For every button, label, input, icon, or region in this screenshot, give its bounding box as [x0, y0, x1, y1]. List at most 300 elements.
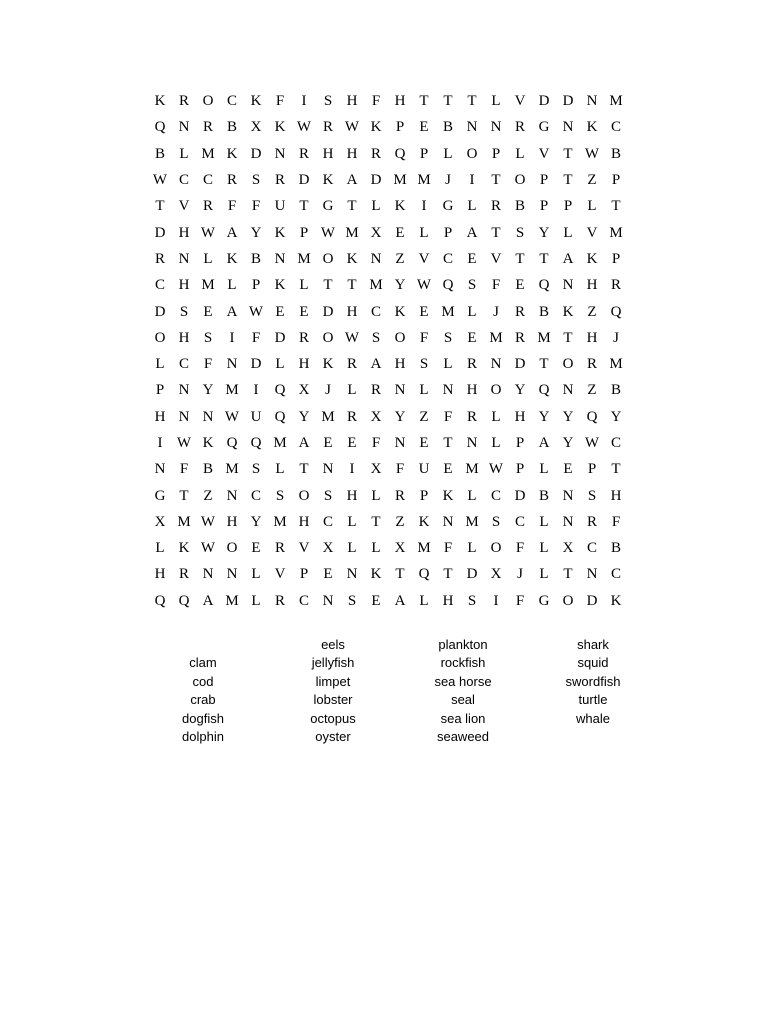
grid-letter: T [563, 566, 573, 583]
grid-letter: J [445, 172, 451, 189]
grid-row [148, 141, 628, 167]
grid-letter: R [586, 513, 597, 530]
grid-letter: T [347, 198, 357, 215]
word-list-item: dolphin [182, 728, 224, 744]
word-list-item: dogfish [182, 710, 224, 726]
grid-letter: P [515, 461, 525, 478]
grid-letter: N [202, 408, 214, 425]
grid-letter: G [442, 198, 454, 215]
grid-letter: S [467, 277, 477, 294]
grid-letter: L [275, 356, 285, 373]
grid-letter: R [346, 408, 357, 425]
grid-letter: M [465, 513, 479, 530]
grid-letter: D [370, 172, 382, 189]
grid-letter: K [226, 250, 238, 267]
grid-letter: R [610, 277, 621, 294]
grid-letter: Z [587, 382, 597, 399]
grid-letter: C [370, 303, 381, 320]
grid-letter: O [154, 329, 166, 346]
grid-letter: S [491, 513, 501, 530]
grid-letter: Y [394, 277, 406, 294]
grid-letter: L [467, 198, 477, 215]
grid-letter: D [562, 93, 574, 110]
grid-letter: P [395, 119, 405, 136]
grid-letter: V [538, 145, 550, 162]
grid-letter: Q [586, 408, 598, 425]
grid-letter: E [467, 250, 477, 267]
grid-letter: B [154, 145, 165, 162]
grid-letter: Z [419, 408, 429, 425]
word-list [138, 636, 658, 746]
grid-letter: Y [250, 513, 262, 530]
grid-letter: D [322, 303, 334, 320]
grid-letter: V [586, 224, 598, 241]
grid-letter: R [346, 356, 357, 373]
grid-letter: K [274, 277, 286, 294]
grid-letter: E [443, 461, 453, 478]
grid-letter: M [537, 329, 551, 346]
grid-letter: P [587, 461, 597, 478]
grid-letter: K [226, 145, 238, 162]
grid-letter: S [275, 487, 285, 504]
grid-letter: N [562, 382, 574, 399]
grid-letter: P [299, 224, 309, 241]
grid-letter: T [323, 277, 333, 294]
grid-letter: Z [587, 303, 597, 320]
grid-letter: R [298, 329, 309, 346]
grid-letter: T [515, 250, 525, 267]
grid-letter: Q [154, 592, 166, 609]
grid-letter: K [442, 487, 454, 504]
word-search-grid [148, 88, 628, 614]
grid-letter: I [157, 435, 163, 451]
grid-letter: A [346, 172, 358, 189]
grid-row [148, 561, 628, 587]
grid-letter: L [371, 198, 381, 215]
grid-letter: Z [203, 487, 213, 504]
grid-letter: R [466, 408, 477, 425]
word-list-column [398, 636, 528, 746]
grid-letter: H [346, 303, 358, 320]
grid-letter: L [539, 461, 549, 478]
grid-letter: S [323, 487, 333, 504]
grid-letter: R [514, 329, 525, 346]
grid-letter: T [491, 224, 501, 241]
grid-letter: B [442, 119, 453, 136]
grid-letter: B [226, 119, 237, 136]
grid-letter: N [226, 487, 238, 504]
grid-letter: W [152, 172, 168, 189]
grid-letter: L [155, 540, 165, 557]
grid-letter: K [154, 93, 166, 110]
word-list-item: plankton [438, 637, 488, 652]
grid-letter: T [443, 566, 453, 583]
grid-letter: R [274, 540, 285, 557]
grid-letter: I [493, 592, 499, 609]
grid-letter: E [347, 435, 357, 451]
word-list-item: seal [451, 692, 475, 708]
word-list-item: sea horse [434, 673, 492, 689]
grid-letter: N [562, 119, 574, 136]
grid-letter: X [370, 461, 382, 478]
grid-letter: U [418, 461, 430, 478]
grid-row [148, 325, 628, 351]
grid-letter: Q [250, 435, 262, 451]
grid-letter: S [419, 356, 429, 373]
grid-letter: Y [298, 408, 310, 425]
grid-letter: S [251, 461, 261, 478]
grid-letter: L [491, 408, 501, 425]
grid-letter: K [394, 303, 406, 320]
grid-row [148, 219, 628, 245]
grid-letter: X [298, 382, 310, 399]
grid-letter: C [298, 592, 309, 609]
grid-letter: N [370, 250, 382, 267]
grid-letter: F [443, 408, 453, 425]
grid-letter: Q [154, 119, 166, 136]
grid-letter: N [394, 382, 406, 399]
grid-letter: T [347, 277, 357, 294]
grid-letter: E [251, 540, 261, 557]
grid-letter: R [370, 145, 381, 162]
grid-letter: L [539, 513, 549, 530]
grid-letter: S [203, 329, 213, 346]
grid-letter: M [201, 277, 215, 294]
grid-letter: U [250, 408, 262, 425]
grid-letter: N [562, 487, 574, 504]
grid-letter: A [562, 250, 574, 267]
grid-letter: N [322, 592, 334, 609]
grid-letter: S [179, 303, 189, 320]
word-list-item: seaweed [436, 728, 490, 744]
grid-letter: N [490, 119, 502, 136]
grid-letter: K [274, 224, 286, 241]
grid-row [148, 430, 628, 456]
grid-letter: M [465, 461, 479, 478]
grid-letter: W [488, 461, 504, 478]
grid-letter: E [275, 303, 285, 320]
grid-letter: H [586, 277, 598, 294]
grid-letter: L [539, 540, 549, 557]
grid-letter: D [250, 145, 262, 162]
grid-letter: L [203, 250, 213, 267]
grid-letter: R [394, 487, 405, 504]
grid-letter: Z [587, 172, 597, 189]
grid-letter: C [322, 513, 333, 530]
grid-letter: V [514, 93, 526, 110]
grid-letter: H [394, 93, 406, 110]
grid-letter: G [538, 119, 550, 136]
grid-letter: D [274, 329, 286, 346]
grid-row [148, 588, 628, 614]
grid-letter: S [371, 329, 381, 346]
grid-letter: P [419, 487, 429, 504]
grid-letter: H [586, 329, 598, 346]
grid-letter: A [370, 356, 382, 373]
grid-letter: C [586, 540, 597, 557]
grid-letter: X [250, 119, 262, 136]
grid-letter: L [491, 435, 501, 451]
grid-letter: Y [514, 382, 526, 399]
word-list-item: swordfish [565, 673, 621, 689]
grid-letter: C [202, 172, 213, 189]
grid-letter: H [346, 145, 358, 162]
grid-letter: P [443, 224, 453, 241]
grid-letter: M [393, 172, 407, 189]
grid-letter: T [467, 93, 477, 110]
grid-letter: P [251, 277, 261, 294]
grid-letter: S [251, 172, 261, 189]
grid-letter: L [371, 540, 381, 557]
grid-letter: B [250, 250, 261, 267]
grid-letter: R [178, 566, 189, 583]
grid-letter: A [394, 592, 406, 609]
grid-letter: N [346, 566, 358, 583]
grid-letter: Q [418, 566, 430, 583]
grid-row [148, 88, 628, 114]
grid-letter: W [344, 119, 360, 136]
grid-letter: P [515, 435, 525, 451]
grid-letter: T [443, 435, 453, 451]
grid-letter: K [586, 119, 598, 136]
grid-letter: N [562, 277, 574, 294]
grid-letter: K [370, 119, 382, 136]
grid-letter: P [539, 198, 549, 215]
grid-letter: A [298, 435, 310, 451]
grid-letter: C [178, 356, 189, 373]
grid-letter: C [610, 119, 621, 136]
grid-letter: T [611, 461, 621, 478]
grid-letter: O [562, 356, 574, 373]
grid-letter: C [514, 513, 525, 530]
grid-row [148, 535, 628, 561]
grid-letter: P [491, 145, 501, 162]
grid-letter: L [515, 145, 525, 162]
grid-letter: F [395, 461, 405, 478]
grid-letter: Q [538, 277, 550, 294]
grid-letter: D [154, 303, 166, 320]
grid-letter: N [274, 145, 286, 162]
grid-letter: W [344, 329, 360, 346]
grid-letter: R [514, 303, 525, 320]
grid-letter: R [514, 119, 525, 136]
grid-letter: K [370, 566, 382, 583]
grid-letter: G [538, 592, 550, 609]
grid-letter: N [202, 566, 214, 583]
grid-letter: L [347, 382, 357, 399]
grid-letter: Y [562, 408, 574, 425]
grid-row [148, 193, 628, 219]
grid-letter: F [275, 93, 285, 110]
grid-letter: A [226, 303, 238, 320]
grid-letter: K [322, 356, 334, 373]
grid-letter: Z [395, 250, 405, 267]
grid-letter: D [466, 566, 478, 583]
grid-letter: K [274, 119, 286, 136]
grid-letter: Q [274, 382, 286, 399]
grid-letter: N [154, 461, 166, 478]
grid-letter: P [419, 145, 429, 162]
grid-letter: R [298, 145, 309, 162]
grid-letter: M [441, 303, 455, 320]
grid-letter: F [443, 540, 453, 557]
grid-row [148, 509, 628, 535]
grid-letter: F [203, 356, 213, 373]
grid-letter: V [274, 566, 286, 583]
grid-letter: N [562, 513, 574, 530]
grid-letter: W [296, 119, 312, 136]
grid-letter: E [203, 303, 213, 320]
grid-letter: D [514, 487, 526, 504]
grid-letter: D [154, 224, 166, 241]
grid-letter: N [586, 566, 598, 583]
grid-letter: H [466, 382, 478, 399]
grid-letter: R [370, 382, 381, 399]
grid-letter: H [394, 356, 406, 373]
grid-letter: B [538, 487, 549, 504]
grid-letter: H [442, 592, 454, 609]
grid-letter: N [178, 119, 190, 136]
word-list-column [138, 636, 268, 746]
grid-letter: M [273, 435, 287, 451]
grid-letter: N [490, 356, 502, 373]
word-list-item: turtle [578, 692, 608, 708]
grid-letter: H [610, 487, 622, 504]
word-list-column [528, 636, 658, 746]
grid-letter: H [226, 513, 238, 530]
grid-letter: N [442, 513, 454, 530]
grid-letter: M [225, 461, 239, 478]
grid-letter: P [563, 198, 573, 215]
grid-letter: X [154, 513, 166, 530]
grid-letter: Y [538, 408, 550, 425]
grid-letter: H [514, 408, 526, 425]
grid-letter: K [586, 250, 598, 267]
grid-letter: N [178, 382, 190, 399]
grid-letter: T [443, 93, 453, 110]
word-list-item: jellyfish [311, 655, 355, 671]
grid-letter: F [611, 513, 621, 530]
grid-letter: X [394, 540, 406, 557]
grid-letter: P [155, 382, 165, 399]
grid-letter: Q [178, 592, 190, 609]
word-list-item: eels [321, 637, 345, 652]
grid-letter: H [154, 566, 166, 583]
grid-letter: F [251, 198, 261, 215]
grid-letter: H [346, 93, 358, 110]
grid-letter: D [250, 356, 262, 373]
grid-letter: N [178, 250, 190, 267]
grid-letter: W [584, 435, 600, 451]
grid-letter: B [202, 461, 213, 478]
grid-letter: M [321, 408, 335, 425]
word-list-item: shark [577, 637, 609, 652]
grid-letter: L [467, 540, 477, 557]
grid-letter: L [155, 356, 165, 373]
grid-letter: R [274, 172, 285, 189]
grid-letter: L [443, 145, 453, 162]
grid-letter: F [515, 592, 525, 609]
grid-letter: E [323, 435, 333, 451]
grid-letter: Y [610, 408, 622, 425]
grid-letter: C [226, 93, 237, 110]
grid-letter: E [467, 329, 477, 346]
grid-letter: P [539, 172, 549, 189]
grid-letter: U [274, 198, 286, 215]
grid-letter: N [322, 461, 334, 478]
grid-letter: R [490, 198, 501, 215]
grid-letter: T [179, 487, 189, 504]
grid-letter: K [418, 513, 430, 530]
grid-letter: B [514, 198, 525, 215]
word-list-item: whale [576, 710, 610, 726]
grid-letter: T [563, 145, 573, 162]
grid-letter: T [155, 198, 165, 215]
grid-letter: W [200, 540, 216, 557]
grid-letter: M [417, 540, 431, 557]
grid-letter: T [491, 172, 501, 189]
grid-letter: M [417, 172, 431, 189]
grid-letter: R [226, 172, 237, 189]
grid-letter: O [562, 592, 574, 609]
grid-letter: Q [226, 435, 238, 451]
grid-letter: Q [610, 303, 622, 320]
grid-letter: N [466, 119, 478, 136]
grid-letter: B [610, 540, 621, 557]
grid-letter: Q [274, 408, 286, 425]
grid-letter: V [298, 540, 310, 557]
grid-letter: R [154, 250, 165, 267]
grid-letter: L [419, 224, 429, 241]
grid-letter: E [395, 224, 405, 241]
grid-letter: R [466, 356, 477, 373]
grid-letter: T [539, 250, 549, 267]
grid-letter: J [493, 303, 499, 320]
grid-letter: X [370, 224, 382, 241]
grid-letter: H [322, 145, 334, 162]
grid-letter: N [442, 382, 454, 399]
grid-letter: O [490, 540, 502, 557]
grid-letter: S [347, 592, 357, 609]
grid-letter: O [226, 540, 238, 557]
grid-letter: E [371, 592, 381, 609]
grid-letter: M [609, 356, 623, 373]
grid-letter: H [298, 513, 310, 530]
grid-letter: X [322, 540, 334, 557]
grid-letter: L [419, 382, 429, 399]
grid-letter: A [202, 592, 214, 609]
grid-letter: L [299, 277, 309, 294]
grid-letter: E [323, 566, 333, 583]
grid-letter: W [200, 224, 216, 241]
grid-letter: L [251, 566, 261, 583]
grid-letter: E [419, 303, 429, 320]
grid-letter: F [371, 93, 381, 110]
grid-letter: M [201, 145, 215, 162]
grid-letter: N [394, 435, 406, 451]
grid-row [148, 404, 628, 430]
grid-letter: T [299, 461, 309, 478]
grid-letter: F [227, 198, 237, 215]
grid-letter: M [225, 592, 239, 609]
word-list-item: octopus [310, 710, 356, 726]
grid-row [148, 246, 628, 272]
word-list-column [268, 636, 398, 746]
grid-row [148, 272, 628, 298]
grid-letter: O [466, 145, 478, 162]
grid-letter: T [611, 198, 621, 215]
word-list-item: sea lion [440, 710, 486, 726]
